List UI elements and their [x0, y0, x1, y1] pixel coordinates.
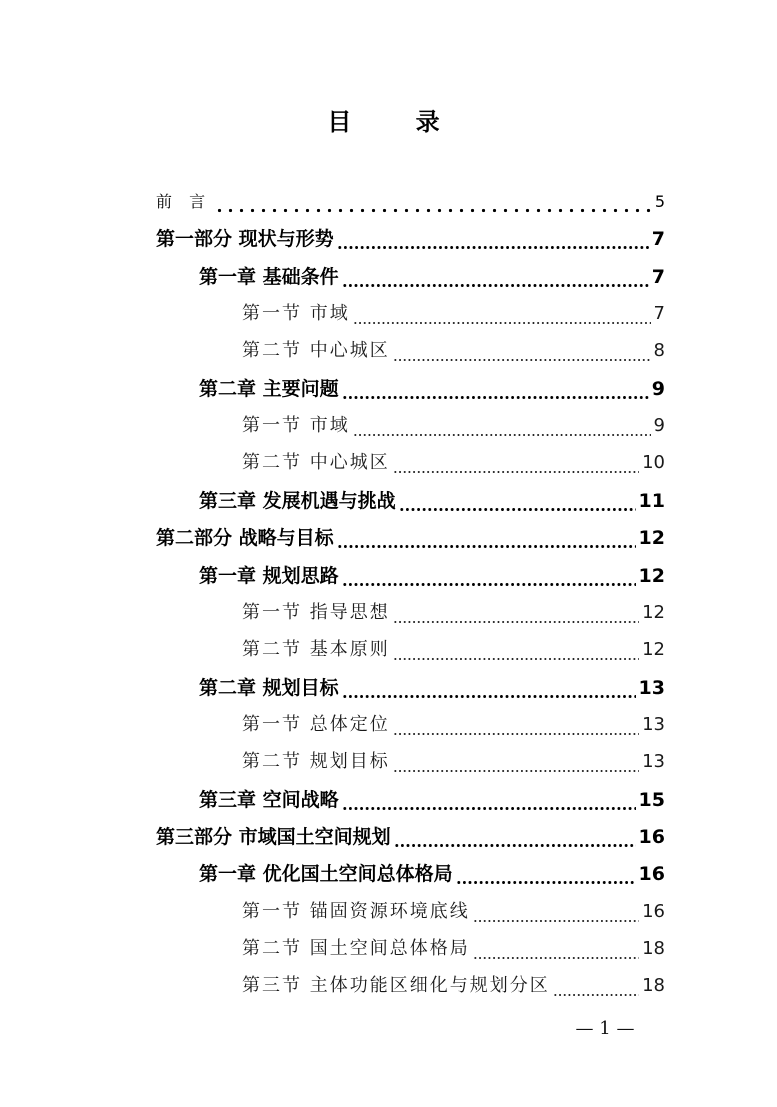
- toc-entry-chapter[interactable]: [199, 262, 665, 292]
- toc-entry-label: 第二节 中心城区: [242, 340, 390, 362]
- toc-entry-page-number: 9: [651, 377, 665, 400]
- toc-entry-label: 第一部分 现状与形势: [156, 228, 334, 251]
- dot-leader: [337, 224, 649, 254]
- toc-entry-page-number: 16: [642, 900, 665, 922]
- toc-entry-label: 第一节 市域: [242, 415, 350, 437]
- toc-entry-label: 第三节 主体功能区细化与规划分区: [242, 975, 550, 997]
- toc-entry-section[interactable]: [242, 897, 665, 927]
- toc-entry-label: 第二节 中心城区: [242, 452, 390, 474]
- toc-entry-label: 第一节 指导思想: [242, 601, 390, 623]
- toc-entry-page-number: 12: [642, 639, 665, 661]
- dot-leader: [342, 561, 636, 591]
- dot-leader: [393, 448, 639, 478]
- dot-leader: [394, 822, 636, 852]
- toc-entry-section[interactable]: [242, 336, 665, 366]
- toc-entry-label: 第二节 国土空间总体格局: [242, 938, 470, 959]
- toc-entry-section[interactable]: [242, 299, 665, 329]
- toc-entry-section[interactable]: [242, 934, 665, 964]
- dot-leader: [342, 673, 636, 703]
- toc-entry-section[interactable]: [242, 448, 665, 478]
- toc-entry-page-number: 7: [651, 228, 665, 251]
- toc-entry-label: 第一章 规划思路: [199, 564, 339, 587]
- toc-entry-page-number: 18: [642, 975, 665, 997]
- dot-leader: [456, 859, 636, 889]
- toc-entry-page-number: 16: [638, 863, 665, 886]
- toc-entry-page-number: 7: [653, 303, 665, 325]
- dot-leader: [399, 486, 636, 516]
- dot-leader: [342, 785, 636, 815]
- toc-entry-label: 第一章 优化国土空间总体格局: [199, 863, 453, 886]
- toc-entry-section[interactable]: [242, 635, 665, 665]
- dot-leader: [342, 374, 649, 404]
- toc-entry-page-number: 13: [642, 751, 665, 773]
- dot-leader: [473, 897, 639, 927]
- toc-entry-page-number: 18: [642, 938, 665, 959]
- toc-entry-page-number: 13: [638, 676, 665, 699]
- toc-entry-page-number: 15: [638, 788, 665, 811]
- toc-entry-page-number: 16: [638, 825, 665, 848]
- toc-entry-label: 第二部分 战略与目标: [156, 527, 334, 550]
- dot-leader: [393, 598, 639, 628]
- toc-entry-label: 第一章 基础条件: [199, 265, 339, 288]
- toc-entry-chapter[interactable]: [199, 374, 665, 404]
- toc-entry-chapter[interactable]: [199, 673, 665, 703]
- toc-entry-section[interactable]: [242, 971, 665, 1001]
- toc-entry-section[interactable]: [242, 411, 665, 441]
- toc-entry-label: 第三部分 市域国土空间规划: [156, 825, 391, 848]
- dot-leader: [553, 971, 639, 1001]
- toc-entry-part[interactable]: [156, 822, 665, 852]
- dot-leader: [393, 747, 639, 777]
- toc-entry-label: 第三章 发展机遇与挑战: [199, 489, 396, 512]
- toc-entry-preface[interactable]: [156, 187, 665, 217]
- toc-entry-label: 第一节 总体定位: [242, 713, 390, 735]
- dot-leader: [353, 411, 651, 441]
- toc-entry-page-number: 11: [638, 489, 665, 512]
- toc-entry-label: 第一节 锚固资源环境底线: [242, 900, 470, 922]
- toc-entry-page-number: 9: [653, 415, 665, 437]
- toc-entry-label: 第一节 市域: [242, 303, 350, 325]
- toc-entry-label: 第二章 主要问题: [199, 377, 339, 400]
- dot-leader: [393, 710, 639, 740]
- toc-entry-section[interactable]: [242, 710, 665, 740]
- toc-entry-page-number: 12: [638, 564, 665, 587]
- dot-leader: [337, 523, 636, 553]
- toc-entry-chapter[interactable]: [199, 486, 665, 516]
- page-number: — 1 —: [575, 1018, 635, 1039]
- dot-leader: [353, 299, 651, 329]
- toc-entry-section[interactable]: [242, 598, 665, 628]
- toc-entry-label: 第二章 规划目标: [199, 676, 339, 699]
- toc-entry-label: 第三章 空间战略: [199, 788, 339, 811]
- dot-leader: [342, 262, 649, 292]
- toc-entry-chapter[interactable]: [199, 785, 665, 815]
- dot-leader: [393, 336, 651, 366]
- dot-leader: [214, 187, 652, 217]
- toc-entry-page-number: 10: [642, 452, 665, 474]
- toc-entry-section[interactable]: [242, 747, 665, 777]
- dot-leader: [473, 934, 639, 964]
- toc-entry-page-number: 13: [642, 713, 665, 735]
- page-title: 目 录: [327, 108, 468, 136]
- toc-entry-page-number: 12: [638, 527, 665, 550]
- toc-entry-part[interactable]: [156, 523, 665, 553]
- toc-entry-page-number: 12: [642, 601, 665, 623]
- toc-entry-label: 第二节 基本原则: [242, 639, 390, 661]
- toc-entry-chapter[interactable]: [199, 859, 665, 889]
- toc-entry-part[interactable]: [156, 224, 665, 254]
- toc-entry-label: 第二节 规划目标: [242, 751, 390, 773]
- toc-entry-page-number: 5: [654, 192, 665, 211]
- toc-entry-label: 前 言: [156, 192, 212, 211]
- toc-entry-page-number: 7: [651, 265, 665, 288]
- toc-entry-page-number: 8: [653, 340, 665, 362]
- toc-entry-chapter[interactable]: [199, 561, 665, 591]
- dot-leader: [393, 635, 639, 665]
